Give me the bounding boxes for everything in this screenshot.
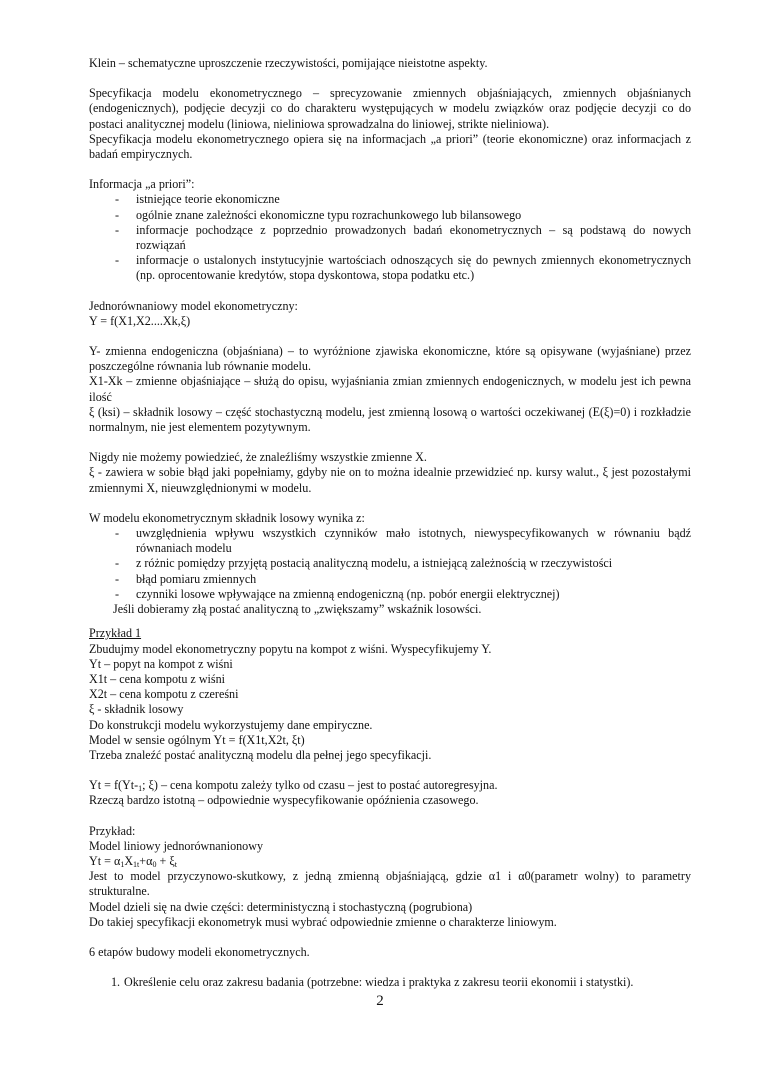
page-number: 2: [376, 993, 384, 1009]
list-item: - uwzględnienia wpływu wszystkich czynników mało istotnych, niewyspecyfikowanych w równaniu bądź równaniach modelu: [89, 526, 691, 556]
intro-paragraph: Klein – schematyczne uproszczenie rzeczywistości, pomijające nieistotne aspekty.: [89, 56, 488, 70]
random-note: Jeśli dobieramy złą postać analityczną to „zwiększamy” wskaźnik losowści.: [113, 602, 482, 617]
linear-model-formula: $Yt = \alpha_1X_{1t}+\alpha_0 + \xi_t$: [89, 853, 177, 869]
example1-line: ξ - składnik losowy: [89, 702, 184, 717]
example1-line: Do konstrukcji modelu wykorzystujemy dane empiryczne.: [89, 717, 373, 732]
model-heading: Jednorównaniowy model ekonometryczny:: [89, 298, 298, 313]
list-item: 1. Określenie celu oraz zakresu badania (potrzebne: wiedza i praktyka z zakresu teorii ekonomii i statystki).: [111, 975, 634, 990]
example1-title: Przykład 1: [89, 626, 142, 641]
definition-y: Y- zmienna endogeniczna (objaśniana) – to wyróżnione zjawiska ekonomiczne, które są opisywane (wyjaśniane) przez poszczególne równania lub równanie modelu.: [89, 344, 691, 374]
list-item: - z różnic pomiędzy przyjętą postacią analityczną modelu, a istniejącą zależnością w rzeczywistości: [89, 556, 691, 571]
page-content: [89, 56, 691, 990]
list-item: - informacje o ustalonych instytucyjnie wartościach odnoszących się do pewnych zmiennych ekonometrycznych (np. oprocentowanie kredytów, stopa dyskontowa, stopa podatku etc.): [89, 253, 691, 283]
list-item: - ogólnie znane zależności ekonomiczne typu rozrachunkowego lub bilansowego: [89, 208, 691, 223]
stages-heading: 6 etapów budowy modeli ekonometrycznych.: [89, 944, 310, 959]
example1-line: Trzeba znaleźć postać analityczną modelu dla pełnej jego specyfikacji.: [89, 747, 432, 762]
apriori-list: [89, 192, 691, 283]
example1-line: X2t – cena kompotu z czereśni: [89, 687, 239, 702]
example2-line: Model liniowy jednorównanionowy: [89, 838, 263, 853]
list-item: - błąd pomiaru zmiennych: [89, 572, 691, 587]
specification-paragraph-2: Specyfikacja modelu ekonometrycznego opiera się na informacjach „a priori” (teorie ekonomiczne) oraz informacjach z badań empirycznych.: [89, 131, 691, 162]
example2-line: Model dzieli się na dwie części: deterministyczną i stochastyczną (pogrubiona): [89, 899, 473, 914]
definition-xi: ξ (ksi) – składnik losowy – część stochastyczną modelu, jest zmienną losową o wartości oczekiwanej (E(ξ)=0) i rozkładzie normalnym, nie jest elementem pozytywnym.: [89, 404, 691, 435]
list-item: - czynniki losowe wpływające na zmienną endogeniczną (np. pobór energii elektrycznej): [89, 587, 691, 602]
stages-list: [89, 975, 691, 990]
list-item: - istniejące teorie ekonomiczne: [89, 192, 691, 207]
autoregressive-note: Rzeczą bardzo istotną – odpowiednie wyspecyfikowanie opóźnienia czasowego.: [89, 793, 479, 808]
example2-line: Do takiej specyfikacji ekonometryk musi wybrać odpowiednie zmienne o charakterze liniowym.: [89, 914, 557, 929]
autoregressive-formula: $Yt = f(Yt-_1$; ξ) – cena kompotu zależy tylko od czasu – jest to postać autoregresyjna.: [89, 778, 498, 794]
specification-paragraph-1: Specyfikacja modelu ekonometrycznego – sprecyzowanie zmiennych objaśniających, zmiennych objaśnianych (endogenicznych), podjęcie decyzji co do charakteru występujących w modelu związków oraz podjęcie decyzji co do postaci analitycznej modelu (liniowa, nieliniowa sprowadzalna do liniowej, strikte nieliniowa).: [89, 86, 691, 131]
example2-title: Przykład:: [89, 823, 136, 838]
model-formula: Y = f(X1,X2....Xk,ξ): [89, 313, 191, 328]
example2-line: Jest to model przyczynowo-skutkowy, z jedną zmienną objaśniającą, gdzie α1 i α0(parametr wolny) to parametry strukturalne.: [89, 869, 691, 899]
random-heading: W modelu ekonometrycznym składnik losowy wynika z:: [89, 510, 365, 525]
example1-line: Zbudujmy model ekonometryczny popytu na kompot z wiśni. Wyspecyfikujemy Y.: [89, 641, 492, 656]
example1-line: Model w sensie ogólnym Yt = f(X1t,X2t, ξt): [89, 732, 305, 747]
apriori-heading: Informacja „a priori”:: [89, 177, 195, 192]
definition-x: X1-Xk – zmienne objaśniające – służą do opisu, wyjaśniania zmian zmiennych endogenicznych, w modelu jest ich pewna ilość: [89, 374, 691, 404]
example1-line: X1t – cena kompotu z wiśni: [89, 671, 226, 686]
xi-paragraph: ξ - zawiera w sobie błąd jaki popełniamy, gdyby nie on to można idealnie przewidzieć np. kursy walut., ξ jest pozostałymi zmiennymi X, nieuwzględnionymi w modelu.: [89, 465, 691, 495]
never-paragraph: Nigdy nie możemy powiedzieć, że znaleźliśmy wszystkie zmienne X.: [89, 450, 427, 465]
random-list: [89, 526, 691, 602]
example1-line: Yt – popyt na kompot z wiśni: [89, 656, 233, 671]
list-item: - informacje pochodzące z poprzednio prowadzonych badań ekonometrycznych – są podstawą do nowych rozwiązań: [89, 223, 691, 253]
